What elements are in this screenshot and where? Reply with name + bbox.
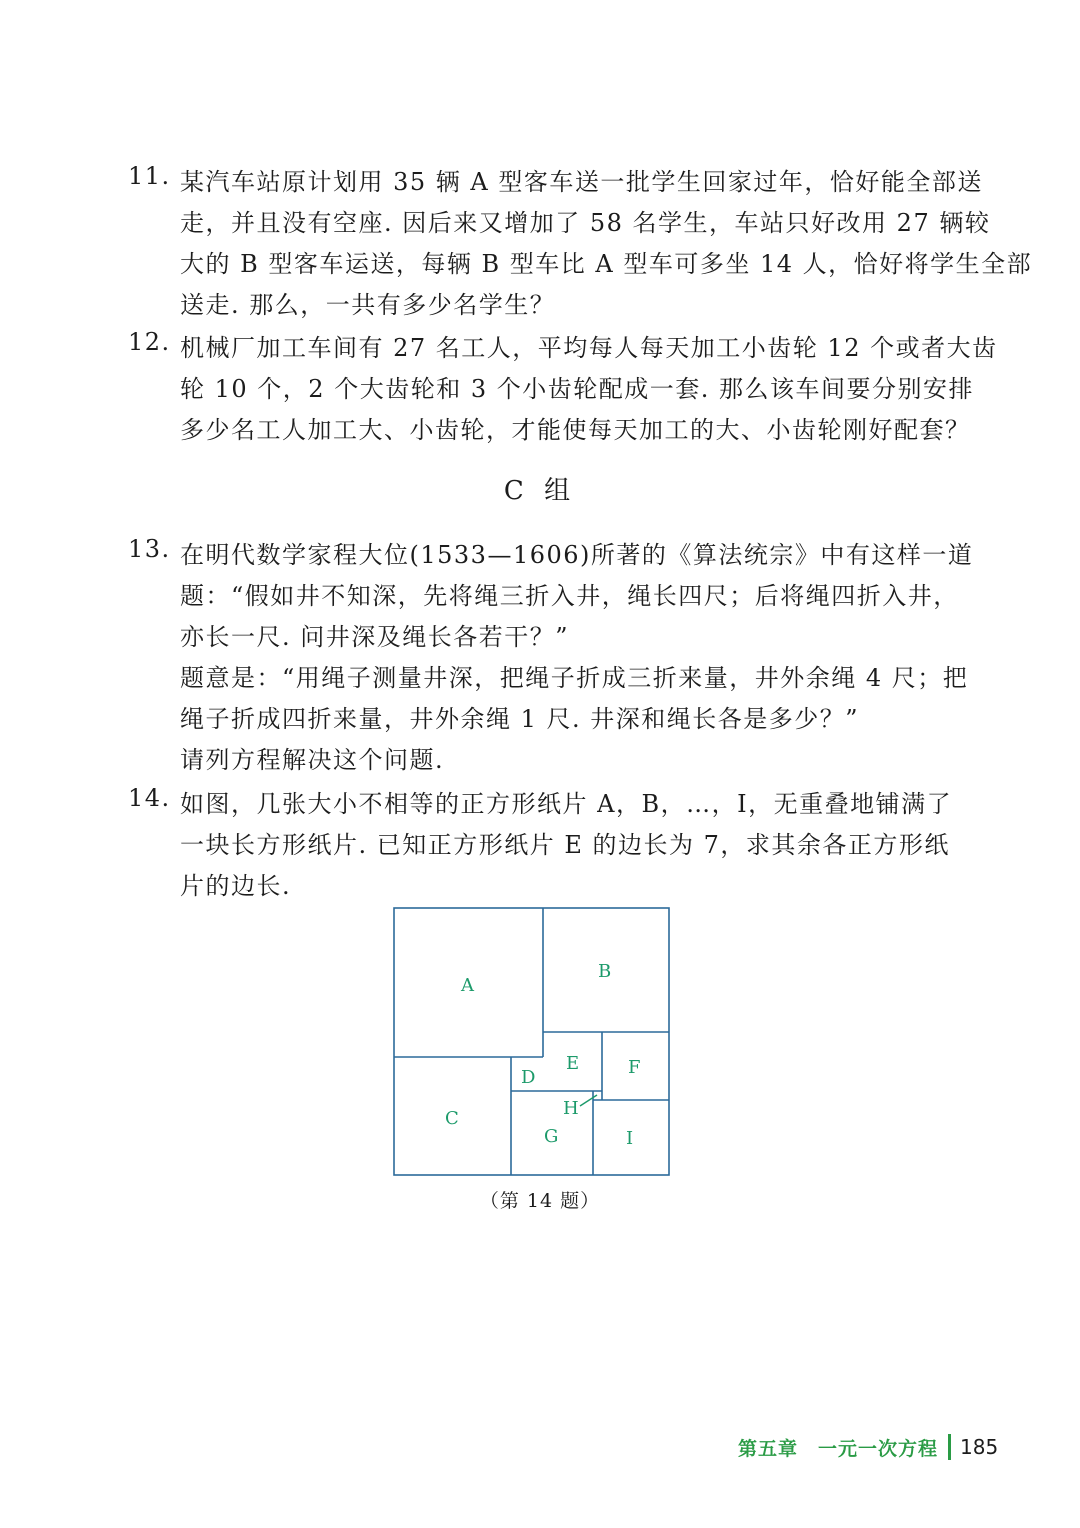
problem-text-line: 在明代数学家程大位(1533—1606)所著的《算法统宗》中有这样一道 xyxy=(180,541,974,569)
label-d: D xyxy=(521,1067,536,1088)
problem-number: 11. xyxy=(128,162,171,190)
section-title: C 组 xyxy=(503,476,577,506)
problem-number: 12. xyxy=(128,328,171,356)
problem-text-line: 一块长方形纸片. 已知正方形纸片 E 的边长为 7，求其余各正方形纸 xyxy=(180,831,950,859)
label-c: C xyxy=(445,1108,459,1129)
problem-text-line: 如图，几张大小不相等的正方形纸片 A，B，…，I，无重叠地铺满了 xyxy=(180,790,953,818)
problem-number: 13. xyxy=(128,535,171,563)
problem-text-line: 绳子折成四折来量，井外余绳 1 尺. 井深和绳长各是多少？” xyxy=(180,705,860,733)
page-footer xyxy=(738,1432,998,1462)
squares-diagram xyxy=(392,906,672,1178)
problem-text-line: 送走. 那么，一共有多少名学生？ xyxy=(180,291,556,319)
problem-text-line: 机械厂加工车间有 27 名工人，平均每人每天加工小齿轮 12 个或者大齿 xyxy=(180,334,998,362)
problem-text-line: 走，并且没有空座. 因后来又增加了 58 名学生，车站只好改用 27 辆较 xyxy=(180,209,991,237)
problem-text-line: 题：“假如井不知深，先将绳三折入井，绳长四尺；后将绳四折入井， xyxy=(180,582,959,610)
problem-text-line: 某汽车站原计划用 35 辆 A 型客车送一批学生回家过年，恰好能全部送 xyxy=(180,168,983,196)
label-a: A xyxy=(461,975,474,996)
squares-figure xyxy=(392,906,672,1182)
label-g: G xyxy=(544,1126,559,1147)
label-i: I xyxy=(626,1128,634,1149)
footer-divider xyxy=(948,1434,951,1460)
label-e: E xyxy=(566,1053,580,1074)
problem-text-line: 片的边长. xyxy=(180,872,292,900)
problem-text-line: 请列方程解决这个问题. xyxy=(180,746,445,774)
problem-text-line: 亦长一尺. 问井深及绳长各若干？” xyxy=(180,623,570,651)
problem-text-line: 轮 10 个，2 个大齿轮和 3 个小齿轮配成一套. 那么该车间要分别安排 xyxy=(180,375,974,403)
label-f: F xyxy=(628,1057,641,1078)
label-h: H xyxy=(563,1098,579,1119)
problem-text-line: 大的 B 型客车运送，每辆 B 型车比 A 型车可多坐 14 人，恰好将学生全部 xyxy=(180,250,1033,278)
figure-caption: （第 14 题） xyxy=(479,1190,601,1212)
problem-number: 14. xyxy=(128,784,171,812)
chapter-title: 第五章 一元一次方程 xyxy=(738,1437,939,1460)
problem-text-line: 题意是：“用绳子测量井深，把绳子折成三折来量，井外余绳 4 尺；把 xyxy=(180,664,969,692)
label-b: B xyxy=(598,961,612,982)
page-number: 185 xyxy=(960,1435,999,1459)
problem-text-line: 多少名工人加工大、小齿轮，才能使每天加工的大、小齿轮刚好配套？ xyxy=(180,416,971,444)
